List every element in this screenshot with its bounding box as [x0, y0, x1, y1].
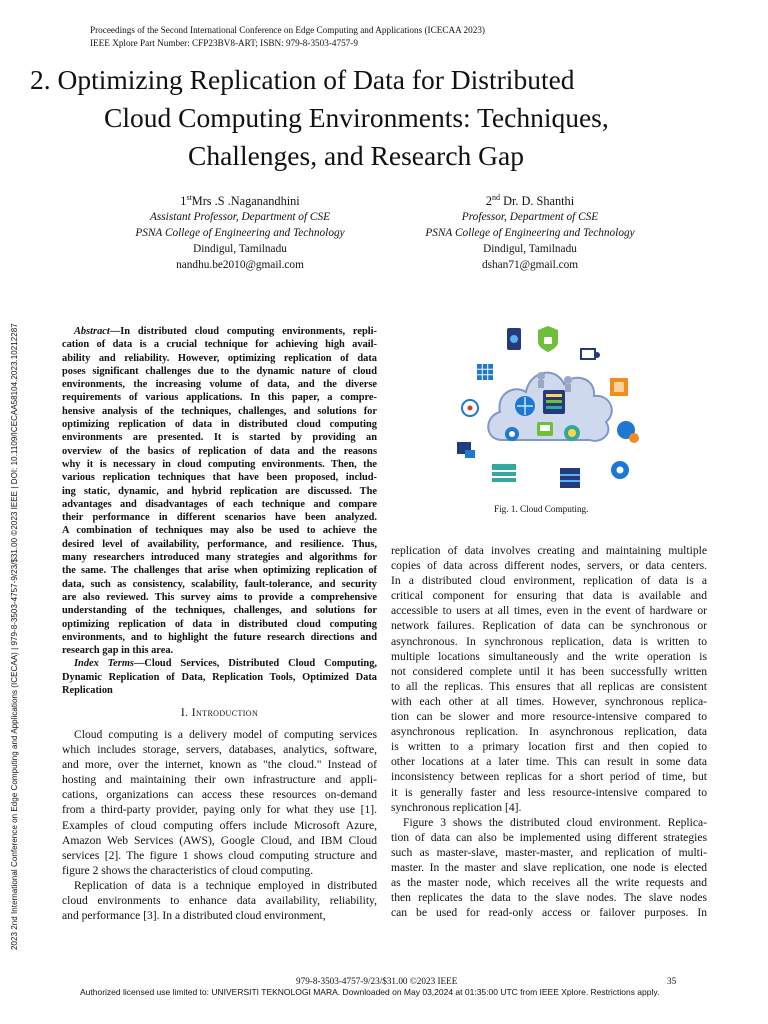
author-block-2 — [400, 190, 660, 273]
body-text-line: critical component for ensuring that data is available and — [391, 589, 707, 603]
paper-title-line-2: Cloud Computing Environments: Techniques, — [104, 102, 609, 133]
author-1-institution: PSNA College of Engineering and Technology — [135, 227, 345, 240]
body-text-line: network failures. Replication of data can be synchronous or — [391, 619, 707, 633]
section-title: Introduction — [191, 706, 259, 719]
abstract-line: research gap in this area. — [62, 645, 174, 657]
body-text-line: tion of data can also be implemented using different strategies — [391, 830, 707, 844]
xplore-part-number: IEEE Xplore Part Number: CFP23BV8-ART; ISBN: 979-8-3503-4757-9 — [90, 38, 358, 48]
figure-1-caption: Fig. 1. Cloud Computing. — [494, 504, 589, 514]
body-text-line: and more, over the internet, known as "the cloud." Instead of — [62, 758, 377, 772]
index-terms-label: Index Terms — [74, 658, 134, 670]
body-text-line: tion can be slower and more resource-intensive compared to — [391, 710, 707, 724]
author-1-ordinal: 1 — [180, 194, 187, 209]
body-text-line: asynchronous replication. In asynchronous replication, data — [391, 725, 707, 739]
user-icon-2 — [564, 376, 572, 384]
author-1-name — [110, 190, 370, 209]
body-text-line: inconsistency between replicas for a short period of time, but — [391, 770, 707, 784]
abstract-line: ing static, dynamic, and hybrid replication are discussed. The — [62, 485, 377, 497]
author-1-ordinal-sup: st — [186, 193, 192, 202]
body-text-line: multiple locations simultaneously and the write operation is — [391, 649, 707, 663]
side-doi-strip: 2023 2nd International Conference on Edge Computing and Applications (ICECAA) | 979-8-3503-4757-9/23/$31.00 ©2023 IEEE | DOI: 10.1109/ICECAA58104.2023.10212287 — [10, 323, 19, 950]
body-text-line: services [2]. The figure 1 shows cloud computing structure and — [62, 848, 377, 862]
abstract-line: desired level of availability, performance, and resilience. Thus, — [62, 538, 377, 550]
body-text-line: from a third-party provider, paying only for what they use [1]. — [62, 803, 377, 817]
abstract-line: environments are presented. It is started by providing an — [62, 432, 377, 444]
user-icon-1 — [537, 372, 545, 380]
body-text-line: is written to a primary location first and then copied to — [391, 740, 707, 754]
grid-app-icon — [477, 364, 493, 380]
abstract-line: advantages and disadvantages of each technique and compare — [62, 498, 377, 510]
abstract-line — [62, 325, 377, 338]
abstract-text: —In distributed cloud computing environments, repli- — [109, 326, 377, 337]
abstract-line: ability and reliability. However, optimizing replication of data — [62, 352, 377, 364]
body-text-line: asynchronous. In synchronous replication, data is written to — [391, 634, 707, 648]
index-terms-text: —Cloud Services, Distributed Cloud Computing, — [133, 658, 377, 670]
abstract-line: data, such as consistency, scalability, fault-tolerance, and security — [62, 578, 377, 590]
author-2-city: Dindigul, Tamilnadu — [483, 243, 577, 256]
author-2-name-text: Dr. D. Shanthi — [503, 194, 575, 209]
abstract-line: environments, the increasing volume of data, and the diverse — [62, 379, 377, 391]
body-text-line: with each other at all times. However, synchronous replica- — [391, 694, 707, 708]
body-text-line: Figure 3 shows the distributed cloud environment. Replica- — [403, 815, 707, 829]
body-text-line: such as master-slave, master-master, and replication of multi- — [391, 845, 707, 859]
intro-body-left — [62, 727, 377, 923]
index-terms-line: Dynamic Replication of Data, Replication Tools, Optimized Data — [62, 671, 377, 683]
index-terms-line — [62, 657, 377, 670]
abstract-line: why it is necessary in cloud computing environments. Then, the — [62, 458, 377, 470]
abstract-line: various replication techniques that have been proposed, includ- — [62, 472, 377, 484]
author-2-position: Professor, Department of CSE — [461, 211, 599, 224]
body-text-line: Replication of data is a technique employed in distributed — [74, 878, 377, 892]
abstract-line: many researchers introduced many strategies and algorithms for — [62, 552, 377, 564]
section-heading-introduction — [62, 706, 377, 719]
body-text-line: Examples of cloud computing offers include Microsoft Azure, — [62, 818, 377, 832]
paper-title-line-1: 2. Optimizing Replication of Data for Distributed — [30, 64, 575, 95]
author-1-city: Dindigul, Tamilnadu — [193, 243, 287, 256]
abstract-lines — [62, 325, 377, 657]
abstract-line: are also reviewed. This survey aims to provide a comprehensive — [62, 591, 377, 603]
rack-server-icon — [560, 468, 580, 488]
body-text-line: In a distributed cloud environment, replication of data is a — [391, 574, 707, 588]
license-notice: Authorized licensed use limited to: UNIVERSITI TEKNOLOGI MARA. Downloaded on May 03,2024 at 01:35:00 UTC from IEEE Xplore. Restrictions apply. — [80, 987, 660, 997]
author-block-1 — [110, 190, 370, 273]
abstract-line: requirements of various applications. In this paper, a compre- — [62, 392, 377, 404]
cloud-illustration — [450, 322, 650, 498]
body-text-line: cations, organizations can access these resources on-demand — [62, 788, 377, 802]
intro-body-right — [391, 543, 707, 920]
abstract-line: A combination of techniques may also be used to achieve the — [62, 525, 377, 537]
body-text-line: master. In the master and slave replication, one node is elected — [391, 860, 707, 874]
index-terms — [62, 657, 377, 697]
body-text-line: hosting and maintaining their own infrastructure and appli- — [62, 773, 377, 787]
abstract — [62, 325, 377, 697]
proceedings-header: Proceedings of the Second International Conference on Edge Computing and Applications (ICECAA 2023) — [90, 25, 485, 35]
body-text-line: not considered complete until it has been successfully written — [391, 664, 707, 678]
abstract-line: optimizing replication of data in distributed cloud computing — [62, 419, 377, 431]
index-terms-line: Replication — [62, 685, 113, 697]
author-1-position: Assistant Professor, Department of CSE — [149, 211, 331, 224]
paper-title-line-3: Challenges, and Research Gap — [188, 140, 524, 171]
abstract-line: understanding of the techniques, challenges, and solutions for — [62, 605, 377, 617]
body-text-line: and performance [3]. In a distributed cloud environment, — [62, 909, 326, 923]
author-1-email: nandhu.be2010@gmail.com — [176, 259, 304, 272]
body-text-line: synchronous replication [4]. — [391, 800, 522, 814]
body-text-line: other locations at a later time. This can result in some data — [391, 755, 707, 769]
page-number: 35 — [667, 976, 677, 986]
author-2-name — [400, 190, 660, 209]
section-numeral: I. — [180, 706, 189, 719]
body-text-line: Amazon Web Services (AWS), Google Cloud, and IBM Cloud — [62, 833, 377, 847]
abstract-line: overview of the basics of replication of data and the reasons — [62, 445, 377, 457]
body-text-line: Cloud computing is a delivery model of computing services — [74, 728, 377, 741]
abstract-line: optimizing replication of data in distributed cloud computing — [62, 618, 377, 630]
footer-copyright: 979-8-3503-4757-9/23/$31.00 ©2023 IEEE — [296, 976, 458, 986]
abstract-line: hensive analysis of the techniques, challenges, and solutions for — [62, 405, 377, 417]
body-text-line: accessible to users at all times, even in the event of hardware or — [391, 604, 707, 618]
figure-cloud-computing — [450, 322, 650, 498]
body-text-line: can be used for read-only access or failover purposes. In — [391, 906, 707, 920]
body-text-line: figure 2 shows the characteristics of cloud computing. — [62, 863, 314, 877]
abstract-line: poses significant challenges due to the dynamic nature of cloud — [62, 365, 377, 377]
body-text-line: as the master node, which receives all the write requests and — [391, 876, 707, 890]
body-text-line: then replicates the data to the slave nodes. The slave nodes — [391, 891, 707, 905]
abstract-line: environments, and to highlight the future research directions and — [62, 631, 377, 643]
body-text-line: copies of data across different nodes, servers, or data centers. — [391, 559, 707, 573]
abstract-line: their performance in different scenarios have been analyzed. — [62, 512, 377, 524]
abstract-label: Abstract — [74, 326, 110, 337]
author-2-institution: PSNA College of Engineering and Technology — [425, 227, 635, 240]
author-2-ordinal: 2 — [485, 194, 492, 209]
author-2-ordinal-sup: nd — [492, 193, 500, 202]
author-1-name-text: Mrs .S .Naganandhini — [191, 194, 300, 209]
body-text-line: which includes storage, servers, databases, analytics, software, — [62, 743, 377, 757]
author-2-email: dshan71@gmail.com — [481, 259, 579, 272]
body-text-line: replication of data involves creating and maintaining multiple — [391, 544, 707, 557]
abstract-line: the same. The challenges that arise when optimizing replication of — [62, 565, 377, 577]
abstract-line: cation of data is a crucial technique for achieving high avail- — [62, 339, 377, 351]
body-text-line: to all the replicas. This ensures that all replicas are consistent — [391, 679, 707, 693]
body-text-line: cloud environments to enhance data availability, reliability, — [62, 894, 377, 908]
body-text-line: it is generally faster and less resource-intensive compared to — [391, 785, 707, 799]
storage-icon — [492, 464, 516, 482]
